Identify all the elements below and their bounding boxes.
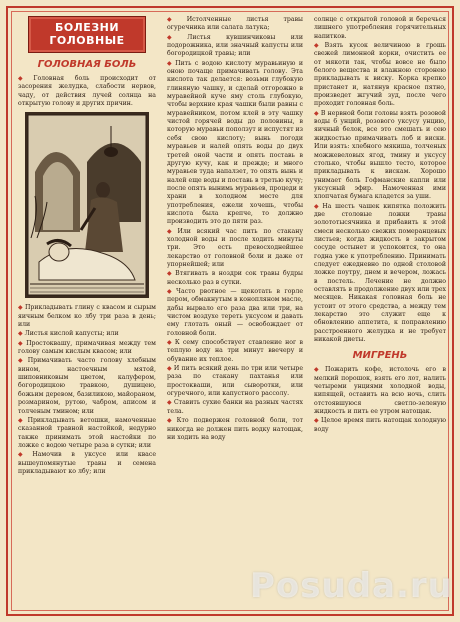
remedy-item — [18, 357, 156, 415]
remedy-item — [167, 34, 303, 59]
remedy-text: Пить с водою кислоту муравьиную и оною почаще примачивать голову. Эта кислота так делается: возьми глубокую глиняную чашку, и сделай отгорожно в муравейной куче яму столь глубокую, чтобы верхние края чашки были равны с муравейником, потом клей в эту чашку чистой горячей воды до половины, в которую муравьи поползут и испустят из себя свою кислоту; вынь погоди муравьев и налей опять воды до двух третей оной части и опять поставь в другую кучу, как и прежде; и много муравьев туда напалзет, то опять вынь и налей еще воды и поставь в третью кучу; после опять вынимь муравьев, процеди и храни в холодном месте для употребления, ежели хочешь, чтобы кислота была крепче, то должно производить это до пяти раз. — [167, 59, 303, 226]
remedy-text: Листья кувшинчиковы или подорожника, или значный капусты или богородицкой травы; или — [167, 33, 303, 58]
intro-paragraph: ◆ Головная боль происходит от засорения желудка, слабости нервов, чаду, от действия лучей солнца на открытую голову и других причин. — [18, 75, 156, 108]
bullet-icon: ◆ — [167, 59, 174, 67]
remedy-item — [167, 365, 303, 398]
remedy-text: Кто подвержен головной боли, тот никогда не должен пить водку натощак, ни ходить на воду — [167, 417, 303, 441]
remedy-item — [18, 304, 156, 329]
remedy-text: Втягивать в ноздри сок травы будры несколько раз в сутки. — [167, 270, 303, 286]
remedy-item — [314, 42, 446, 109]
continued-paragraph: солнце с открытой головой и беречься лишнего употребления горячительных напитков. — [314, 16, 446, 40]
engraving-illustration — [25, 112, 149, 298]
remedy-text: Ставить сухие банки на разных частях тела. — [167, 399, 303, 415]
bullet-icon: ◆ — [314, 42, 323, 50]
bullet-icon: ◆ — [167, 365, 172, 373]
remedy-item — [314, 417, 446, 434]
bullet-icon: ◆ — [167, 399, 172, 407]
banner-line-1: БОЛЕЗНИ — [54, 21, 120, 34]
remedy-text: Часто рвотное — щекотать в горле пером, обмакнутым в конопляном масле, дабы вырвало его раза два или три, на чистом воздухе тереть уксусом и давать ему глотать оный — освобождает от головной боли. — [167, 288, 303, 337]
remedy-text: Листья кислой капусты; или — [24, 330, 119, 338]
remedy-text: На шесть чашек кипятка положить две столовые ложки травы золототысячника и прибавить к этой смеси несколько свежих померанцевых листьев; когда жидкость в закрытом сосуде остынет и успокоится, то она годна уже к употреблению. Принимать следует ежедневно по одной столовой ложке поутру, днем и вечером, ложась в постель. Лечение не должно оставлять в продолжение двух или трех месяцев. Никакая головная боль не устоит от этого средства, а между тем лекарство это служит еще к обновлению аппетита, к поправлению расстроенного желудка и не требует никакой диеты. — [314, 202, 447, 344]
bullet-icon: ◆ — [18, 330, 23, 338]
bullet-icon: ◆ — [18, 75, 32, 82]
remedy-text: Прикладывать глину с квасом и сырым яичным белком ко лбу три раза в день; или — [18, 304, 156, 329]
bullet-icon: ◆ — [167, 270, 174, 278]
remedy-item — [167, 60, 303, 227]
remedy-item — [167, 270, 303, 287]
remedy-item — [18, 451, 156, 476]
bullet-icon: ◆ — [167, 288, 175, 295]
bullet-icon: ◆ — [167, 227, 176, 235]
watermark-text: Posuda.ru — [250, 566, 453, 606]
remedy-item — [167, 399, 303, 416]
remedy-text: И пить всякий день по три или четыре раза по стакану пахтанья или простокваши, или сыворотки, или огуречного, или капустного рассолу. — [167, 365, 303, 398]
bullet-icon: ◆ — [167, 417, 175, 425]
remedy-item — [167, 16, 303, 33]
bullet-icon: ◆ — [18, 451, 31, 459]
remedy-item — [167, 417, 303, 442]
remedy-list-3 — [314, 42, 446, 344]
bullet-icon: ◆ — [18, 304, 23, 312]
migraine-title: МИГРЕНЬ — [352, 350, 408, 362]
remedy-text: К сему способствует ставление ног в теплую воду на три минут ввечеру и обувание их теплое. — [167, 339, 303, 363]
bullet-icon: ◆ — [314, 202, 321, 210]
bullet-icon: ◆ — [314, 417, 320, 425]
column-3 — [314, 16, 446, 435]
remedy-text: Или всякий час пить по стакану холодной воды и после ходить минуты три. Это есть превосходнейшее лекарство от головной боли и даже от упорнейшей; или — [167, 227, 303, 268]
remedy-text: Простоквашу, примачивая между тем голову самым кислым квасом; или — [18, 339, 156, 356]
section-banner — [28, 16, 146, 53]
headache-title: ГОЛОВНАЯ БОЛЬ — [37, 59, 137, 70]
bullet-icon: ◆ — [18, 339, 25, 347]
bullet-icon: ◆ — [18, 416, 26, 424]
remedy-item — [18, 417, 156, 450]
remedy-item — [167, 339, 303, 364]
remedy-list-2 — [167, 16, 303, 442]
bullet-icon: ◆ — [167, 16, 185, 23]
bullet-icon: ◆ — [314, 109, 319, 117]
remedy-item — [314, 110, 446, 202]
migraine-list — [314, 366, 446, 434]
banner-line-2: ГОЛОВНЫЕ — [49, 34, 125, 47]
column-1 — [18, 16, 156, 477]
remedy-text: Примачивать часто голову хлебным вином, настоечным мятой, шиповниковым цветом, калуфером, богородицкою травкою, душицею, божьим деревом, базиликою, майораном, розмарином, рутою, чабром, аписом и толченым тмином; или — [18, 357, 156, 415]
remedy-item — [314, 203, 446, 345]
remedy-item — [314, 366, 446, 416]
bullet-icon: ◆ — [167, 339, 173, 347]
remedy-text: Прикладывать ветошки, намоченные сказанной травной настойкой, недурно также принимать этой настойки по ложке с водою четыре раза в сутки; или — [18, 416, 156, 449]
remedy-item — [167, 288, 303, 338]
remedy-item — [18, 340, 156, 357]
remedy-item — [167, 228, 303, 270]
remedy-list-1 — [18, 304, 156, 476]
remedy-item — [18, 330, 156, 338]
column-2 — [167, 16, 303, 443]
remedy-text: Истолченные листья травы огуречника или салата латука; — [167, 16, 303, 32]
bullet-icon: ◆ — [18, 357, 26, 365]
remedy-text: Пожарить кофе, истолочь его в мелкий порошок, взять его лот, налить четыреми унциями холодной воды, кипящей, оставить на всю ночь, слить отстоявшуюся светло-зеленую жидкость и пить ее утром натощак. — [314, 366, 446, 416]
engraving-image — [25, 112, 149, 298]
remedy-text: Взять кусок величиною в грошь свежей лимонной корки, очистить ее от мякоти так, чтобы вовсе не было белого вещества и влажною сторонею прикладывать к виску. Корка крепко пристанет и, натянув красное пятно, произведет жгучий зуд, после чего проходит головная боль. — [314, 42, 447, 108]
remedy-text: В нервной боли головы взять розовой воды 6 унций, розового уксусу унцию, яичный белок, все это смешать и сею жидкостью примачивать лоб и виски. Или взять: хлебного мякиша, толченых можжевеловых ягод, тмину и уксусу столько, чтобы вышло тесто, которое прикладывать к вискам. Хорошо унимает боль Гофманские капли или уксусный эфир. Намоченная ими хлопчатая бумага кладется за уши. — [314, 109, 446, 201]
remedy-text: Намочив в уксусе или квасе вышеупомянутые травы и семена прикладывают ко лбу; или — [18, 451, 156, 475]
remedy-text: Целое время пить натощак холодную воду — [314, 417, 446, 433]
bullet-icon: ◆ — [314, 366, 324, 374]
bullet-icon: ◆ — [167, 33, 186, 41]
